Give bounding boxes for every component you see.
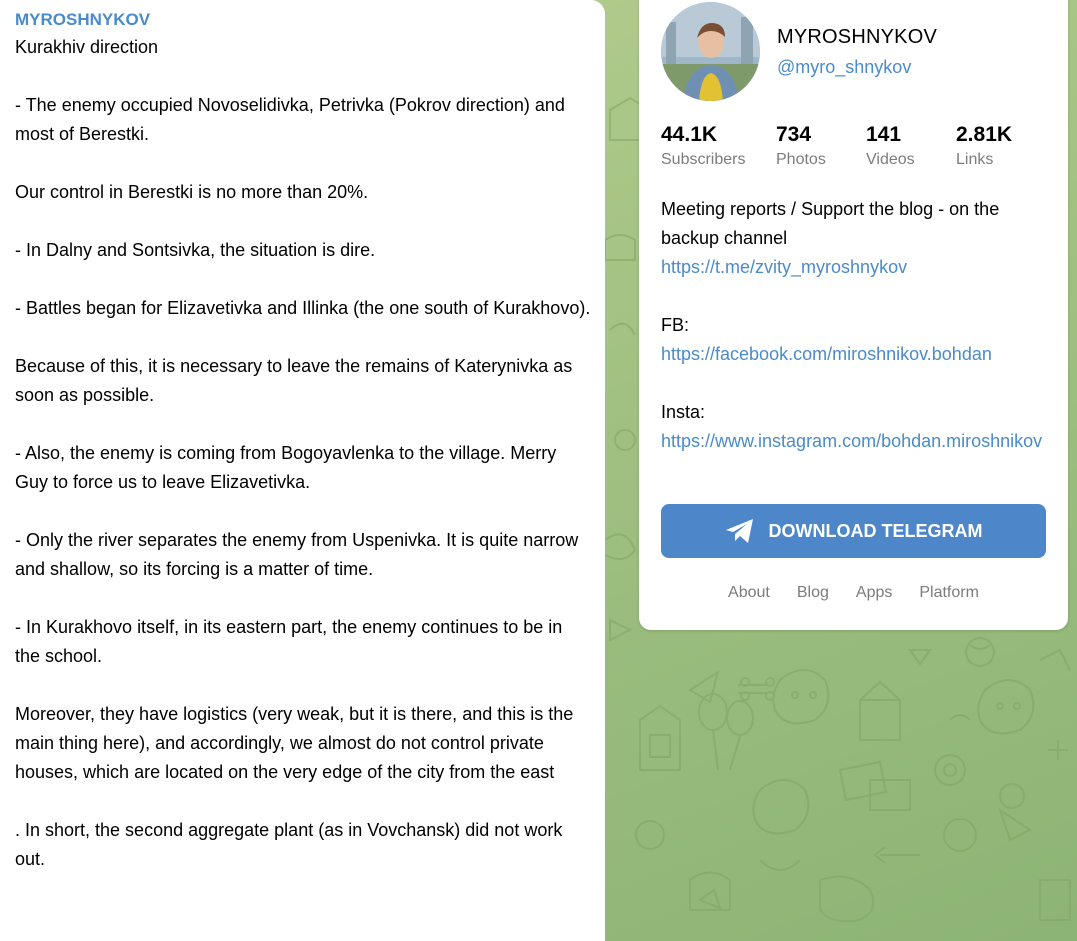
stat-label: Videos [866,151,915,168]
stat-label: Subscribers [661,151,746,168]
insta-label: Insta: [661,402,706,422]
channel-avatar[interactable] [661,2,760,101]
stat-links[interactable] [956,123,1012,169]
backup-channel-link[interactable]: https://t.me/zvity_myroshnykov [661,257,908,277]
message-paragraph: Our control in Berestki is no more than 20%. [15,182,369,202]
message-paragraph: Moreover, they have logistics (very weak, but it is there, and this is the main thing here), and accordingly, we almost do not control private houses, which are located on the very edge of the city from the east [15,704,574,782]
message-author[interactable]: MYROSHNYKOV [15,10,151,29]
footer-links [639,584,1068,602]
avatar-photo-icon [661,2,760,101]
stat-value: 44.1K [661,123,718,146]
message-paragraph: - Also, the enemy is coming from Bogoyavlenka to the village. Merry Guy to force us to leave Elizavetivka. [15,443,557,492]
stat-videos[interactable] [866,123,915,169]
message-body [15,33,591,874]
stat-photos[interactable] [776,123,826,169]
message-paragraph: . In short, the second aggregate plant (as in Vovchansk) did not work out. [15,820,563,869]
channel-stats [661,123,1061,173]
download-button-label: DOWNLOAD TELEGRAM [768,520,983,541]
instagram-link[interactable]: https://www.instagram.com/bohdan.miroshnikov [661,431,1043,451]
message-paragraph: Kurakhiv direction [15,37,159,57]
facebook-link[interactable]: https://facebook.com/miroshnikov.bohdan [661,344,992,364]
channel-handle[interactable]: @myro_shnykov [777,57,912,77]
message-paragraph: Because of this, it is necessary to leave the remains of Katerynivka as soon as possible. [15,356,573,405]
download-telegram-button[interactable] [661,504,1046,558]
stat-label: Photos [776,151,826,168]
footer-link-about[interactable]: About [728,584,770,601]
stat-value: 2.81K [956,123,1013,146]
footer-link-apps[interactable]: Apps [855,584,893,601]
channel-name: MYROSHNYKOV [777,26,938,48]
footer-link-platform[interactable]: Platform [919,584,979,601]
message-paragraph: - Battles began for Elizavetivka and Illinka (the one south of Kurakhovo). [15,298,591,318]
stat-subscribers [661,123,745,169]
channel-info-card [639,0,1068,630]
description-text: Meeting reports / Support the blog - on the backup channel [661,199,1000,248]
stat-value: 141 [866,123,902,146]
message-paragraph: - The enemy occupied Novoselidivka, Petrivka (Pokrov direction) and most of Berestki. [15,95,565,144]
telegram-plane-icon [725,518,755,544]
message-paragraph: - In Dalny and Sontsivka, the situation is dire. [15,240,376,260]
stat-value: 734 [776,123,812,146]
stat-label: Links [956,151,994,168]
channel-description [661,195,1051,456]
fb-label: FB: [661,315,690,335]
message-paragraph: - In Kurakhovo itself, in its eastern part, the enemy continues to be in the school. [15,617,563,666]
footer-link-blog[interactable]: Blog [796,584,829,601]
message-paragraph: - Only the river separates the enemy from Uspenivka. It is quite narrow and shallow, so its forcing is a matter of time. [15,530,579,579]
